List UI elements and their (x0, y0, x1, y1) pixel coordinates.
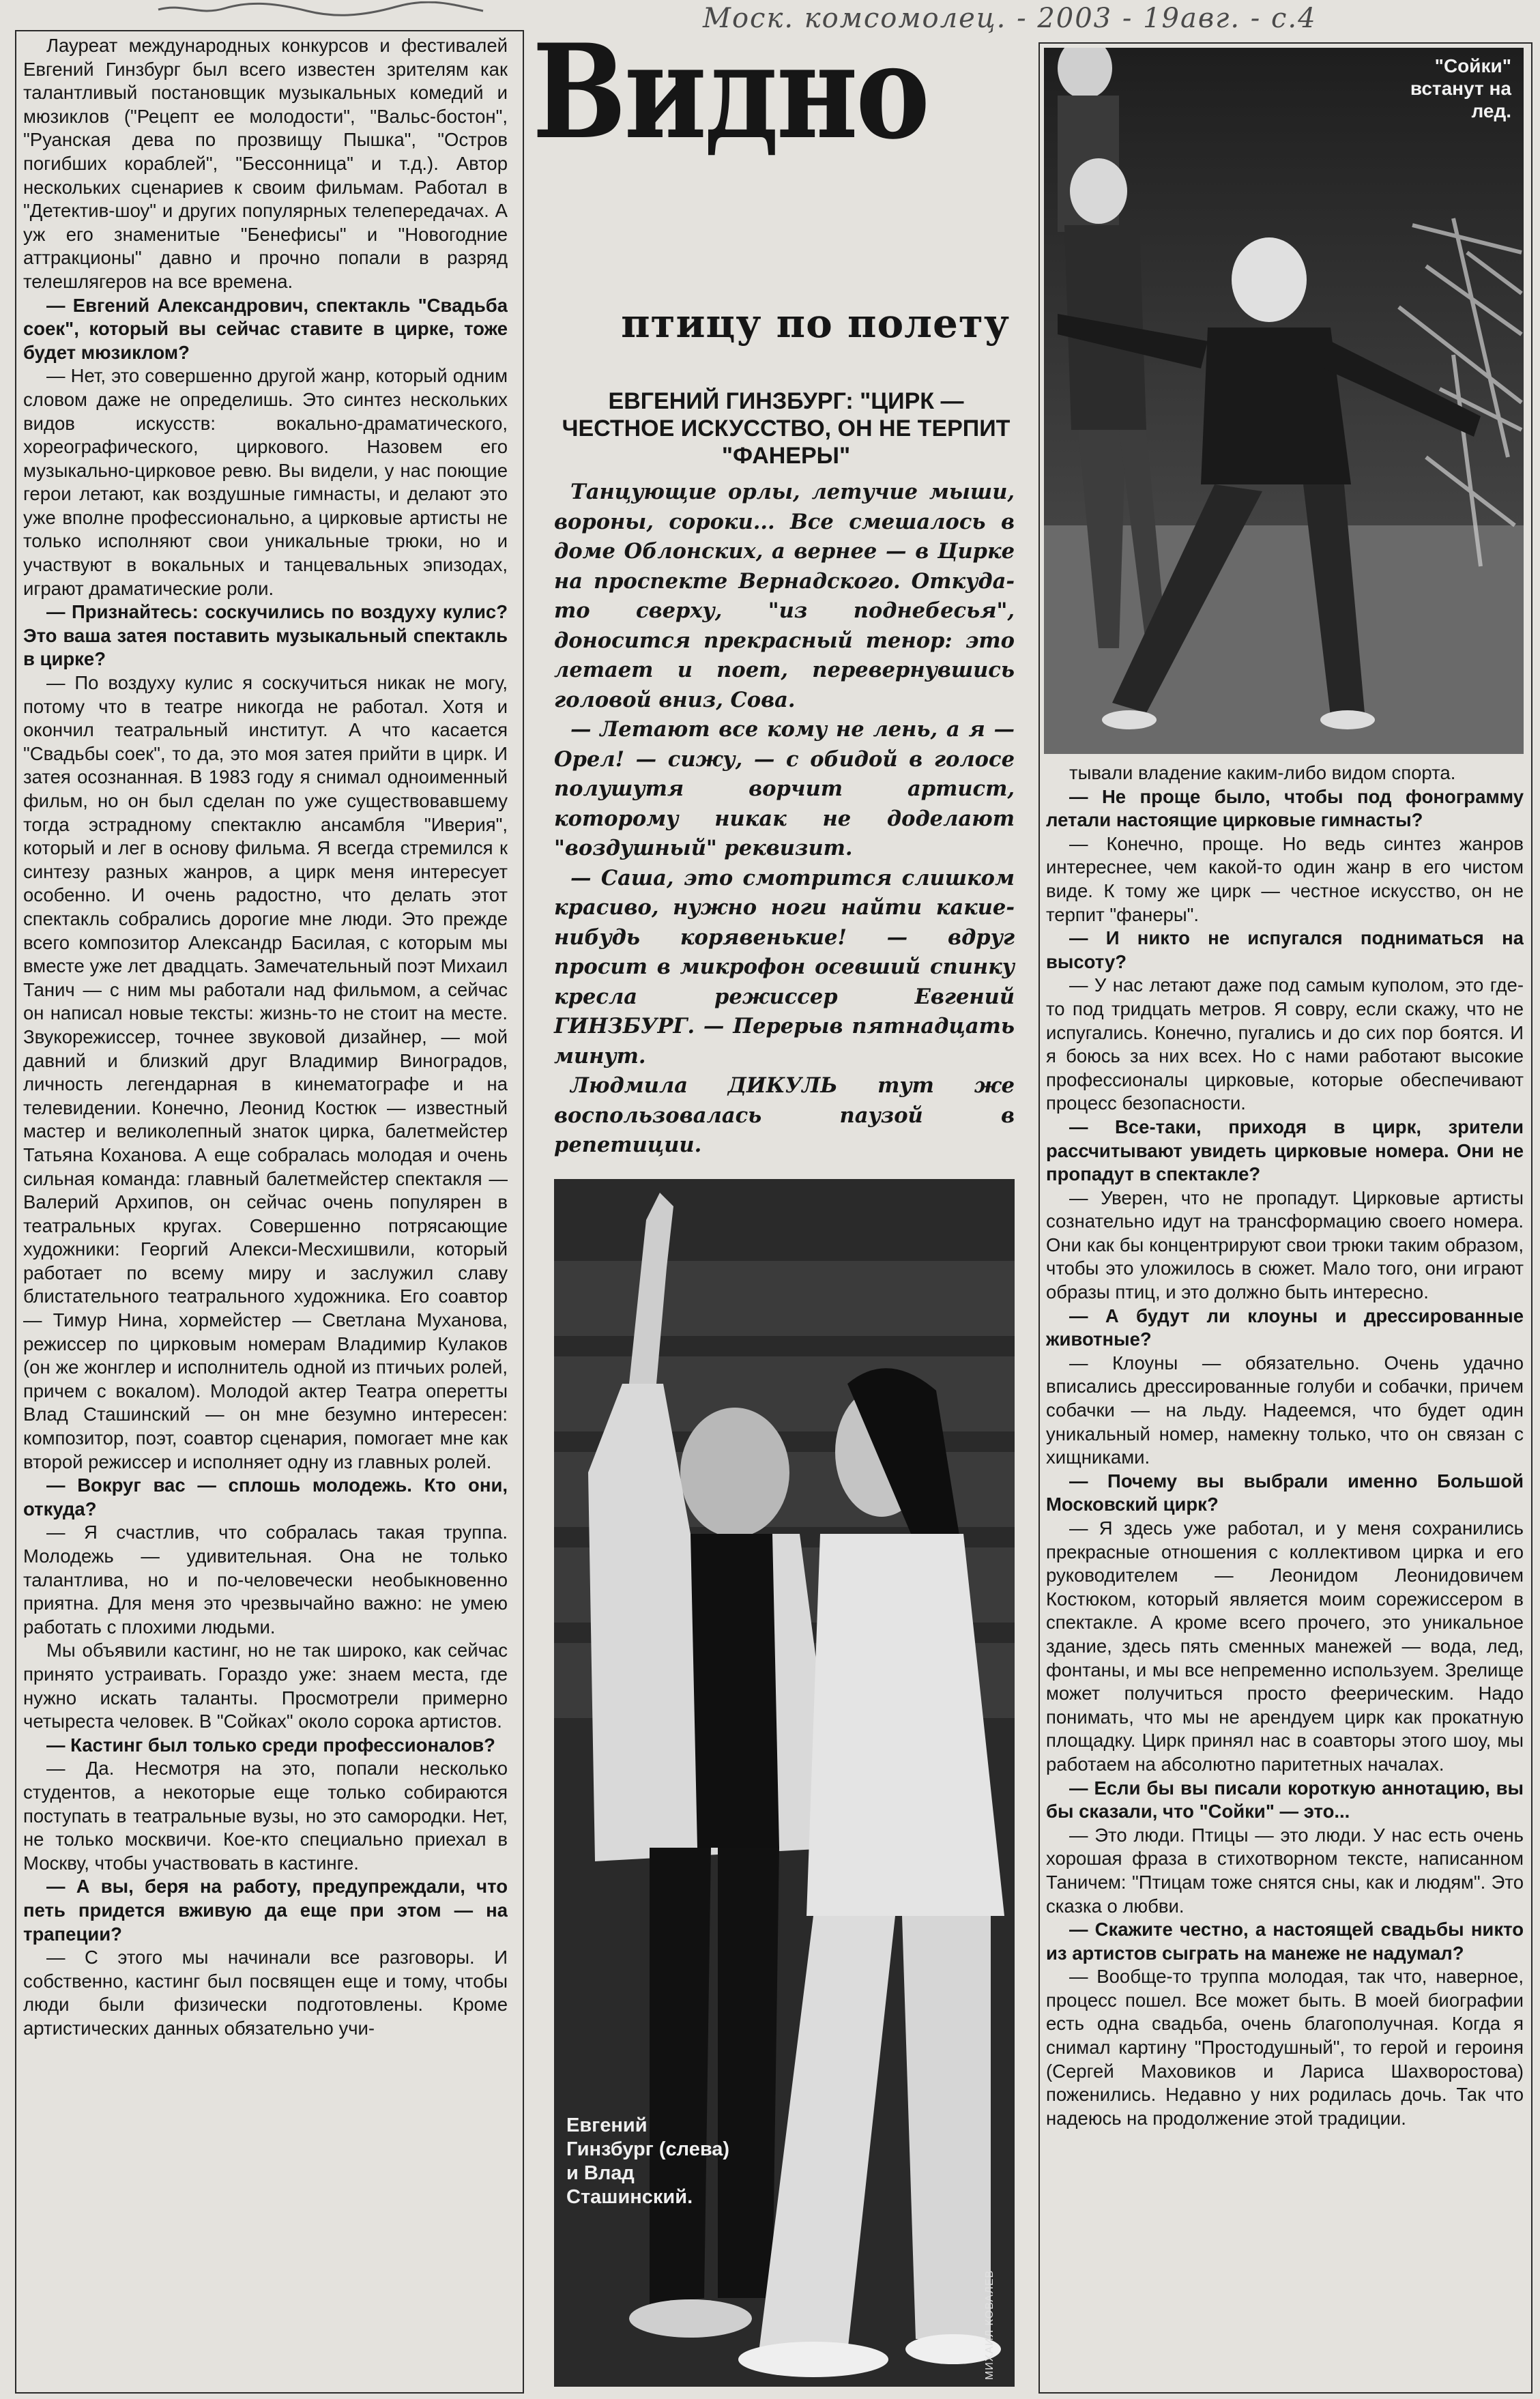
interview-question: — Все-таки, приходя в цирк, зрители рассчитывают увидеть цирковые номера. Они не пропадут в спектакле? (1046, 1116, 1524, 1185)
archive-handwritten-note: Моск. комсомолец. - 2003 - 19авг. - с.4 (703, 3, 1317, 34)
article-paragraph: — Клоуны — обязательно. Очень удачно вписались дрессированные голуби и собачки, причем собачки — на льду. Надеемся, что будет один уникальный номер, намекну только, что он связан с хищниками. (1046, 1352, 1524, 1468)
photo-skaters (1044, 48, 1524, 754)
article-paragraph: — С этого мы начинали все разговоры. И собственно, кастинг был посвящен еще и тому, чтобы люди были физически подготовлены. Кроме артистических данных обязательно учи- (23, 1947, 508, 2039)
interview-question: — Почему вы выбрали именно Большой Московский цирк? (1046, 1470, 1524, 1515)
article-paragraph: — Вообще-то труппа молодая, так что, наверное, процесс пошел. Все может быть. В моей биографии есть одна свадьба, очень благополучная. Когда я снимал картину "Простодушный", то герой и героиня (Сергей Маховиков и Лариса Шахворостова) поженились. Недавно у них родилась дочь. Так что надеюсь на продолжение этой традиции. (1046, 1966, 1524, 2129)
article-paragraph: — Конечно, проще. Но ведь синтез жанров интереснее, чем какой-то один жанр в его чистом виде. К тому же цирк — честное искусство, он не терпит "фанеры". (1046, 832, 1524, 925)
lead-paragraph: — Саша, это смотрится слишком красиво, нужно ноги найти какие-нибудь корявенькие! — вдруг просит в микрофон осевший спинку кресла режиссер Евгений ГИНЗБУРГ. — Перерыв пятнадцать минут. (554, 865, 1015, 1068)
article-paragraph: — Нет, это совершенно другой жанр, который одним словом даже не определишь. Это синтез нескольких видов искусств: вокально-драматического, хореографического, циркового. Назовем его музыкально-цирковое ревю. Вы видели, у нас поющие герои летают, как воздушные гимнасты, и делают это уже вполне профессионально, а цирковые артисты не только исполняют свои уникальные трюки, но и участвуют в вокальных и танцевальных эпизодах, играют драматические роли. (23, 365, 508, 599)
headline-sub: птицу по полету (621, 300, 1010, 347)
photo-skaters-image (1044, 48, 1524, 754)
interview-question: — Не проще было, чтобы под фонограмму летали настоящие цирковые гимнасты? (1046, 785, 1524, 831)
photo-ginzburg-stashinsky (554, 1179, 1015, 2387)
article-paragraph: Мы объявили кастинг, но не так широко, как сейчас принято устраивать. Гораздо уже: знаем места, где нужно искать таланты. Просмотрели примерно четыреста человек. В "Сойках" около сорока артистов. (23, 1640, 508, 1732)
photo-credit: МИХАИЛ КОВАЛЕВ (984, 2269, 996, 2380)
article-paragraph: — По воздуху кулис я соскучиться никак не могу, потому что в театре никогда не работал. Хотя и окончил театральный институт. А что касается "Свадьбы соек", то да, это моя затея прийти в цирк. И затея осознанная. В 1983 году я снимал одноименный фильм, но он был сделан по уже существовавшему тогда эстрадному спектаклю ансамбля "Иверия", который и лег в основу фильма. Я всегда стремился к синтезу разных жанров, а цирк меня интересует особенно. И очень радостно, что делать этот спектакль собрались дорогие мне люди. Это прежде всего композитор Александр Басилая, с которым мы вместе уже лет двадцать. Замечательный поэт Михаил Танич — с ним мы работали над фильмом, а сейчас он написал новые тексты: жизнь-то не стоит на месте. Звукорежиссер, точнее звуковой дизайнер, — мой давний и близкий друг Владимир Виноградов, личность легендарная в кинематографе и на телевидении. Конечно, Леонид Костюк — известный мастер и великолепный знаток цирка, балетмейстер Татьяна Коханова. А еще собралась молодая и очень сильная команда: главный балетмейстер спектакля — Валерий Архипов, он сейчас очень популярен в театральных кругах. Совершенно потрясающие художники: Георгий Алекси-Месхишвили, который работает по всему миру и заслужил славу блистательного театрального художника. Его соавтор — Тимур Нина, хормейстер — Светлана Муханова, режиссер по цирковым номерам Владимир Кулаков (он же жонглер и исполнитель одной из птичьих ролей, причем с вокалом). Молодой актер Театра оперетты Влад Сташинский — он мне безумно интересен: композитор, поэт, соавтор сценария, помогает мне как второй режиссер и исполняет одну из главных ролей. (23, 672, 508, 1472)
lead-paragraph: Людмила ДИКУЛЬ тут же воспользовалась паузой в репетиции. (554, 1073, 1015, 1157)
article-column-1 (23, 34, 508, 2388)
article-paragraph: — Да. Несмотря на это, попали несколько студентов, а некоторые еще только собираются поступать в театральные вузы, но это самородки. Нет, не только москвичи. Кое-кто специально приехал в Москву, чтобы участвовать в кастинге. (23, 1758, 508, 1874)
article-column-3 (1046, 761, 1524, 2392)
article-subtitle: ЕВГЕНИЙ ГИНЗБУРГ: "ЦИРК — ЧЕСТНОЕ ИСКУССТВО, ОН НЕ ТЕРПИТ "ФАНЕРЫ" (562, 388, 1011, 469)
interview-question: — Признайтесь: соскучились по воздуху кулис? Это ваша затея поставить музыкальный спектакль в цирке? (23, 601, 508, 670)
interview-question: — А будут ли клоуны и дрессированные животные? (1046, 1305, 1524, 1350)
article-lead (554, 478, 1015, 1161)
interview-question: — Кастинг был только среди профессионалов? (46, 1734, 495, 1756)
photo-caption-skaters: "Сойки" встанут на лед. (1410, 55, 1511, 121)
article-paragraph: — Уверен, что не пропадут. Цирковые артисты сознательно идут на трансформацию своего номера. Они как бы концентрируют свои трюки таким образом, чтобы это уложилось в сюжет. Мало того, они играют образы птиц, и это должно быть интересно. (1046, 1187, 1524, 1303)
article-paragraph: — У нас летают даже под самым куполом, это где-то под тридцать метров. Я совру, если скажу, что не испугались. Конечно, пугались и до сих пор боятся. И я боюсь за них всех. Но с нами работают высокие профессионалы цирковые, которые обеспечивают процесс безопасности. (1046, 974, 1524, 1114)
article-paragraph: — Я счастлив, что собралась такая труппа. Молодежь — удивительная. Она не только талантлива, но и по-человечески необыкновенно приятна. Для меня это чрезвычайно важно: не умею работать с плохими людьми. (23, 1522, 508, 1638)
lead-paragraph: — Летают все кому не лень, а я — Орел! — сижу, — с обидой в голосе полушутя ворчит артист, которому никак не доделают "воздушный" реквизит. (554, 717, 1015, 860)
interview-question: — И никто не испугался подниматься на высоту? (1046, 927, 1524, 972)
interview-question: — Если бы вы писали короткую аннотацию, вы бы сказали, что "Сойки" — это... (1046, 1777, 1524, 1822)
article-paragraph: — Это люди. Птицы — это люди. У нас есть очень хорошая фраза в стихотворном тексте, написанном Таничем: "Птицам тоже снятся сны, как и людям". Это сказка о любви. (1046, 1824, 1524, 1917)
article-paragraph: тывали владение каким-либо видом спорта. (1069, 762, 1456, 783)
interview-question: — Вокруг вас — сплошь молодежь. Кто они, откуда? (23, 1474, 508, 1520)
article-paragraph: Лауреат международных конкурсов и фестивалей Евгений Гинзбург был всего известен зрителям как талантливый постановщик музыкальных комедий и мюзиклов ("Рецепт ее молодости", "Вальс-бостон", "Руанская дева по прозвищу Пышка", "Остров погибших кораблей", "Бессонница" и т.д.). Автор нескольких сценариев к своим фильмам. Работал в "Детектив-шоу" и других популярных телепередачах. А уж его знаменитые "Бенефисы" и "Новогодние аттракционы" давно и прочно попали в разряд телешлягеров на все времена. (23, 35, 508, 292)
lead-paragraph: Танцующие орлы, летучие мыши, вороны, сороки... Все смешалось в доме Облонских, а вернее — в Цирке на проспекте Вернадского. Откуда-то сверху, "из поднебесья", доносится прекрасный тенор: это летает и поет, перевернувшись головой вниз, Сова. (554, 480, 1015, 712)
interview-question: — Евгений Александрович, спектакль "Свадьба соек", который вы сейчас ставите в цирке, тоже будет мюзиклом? (23, 294, 508, 363)
interview-question: — А вы, беря на работу, предупреждали, что петь придется вживую да еще при этом — на трапеции? (23, 1876, 508, 1945)
headline-main: Видно (532, 16, 928, 168)
article-paragraph: — Я здесь уже работал, и у меня сохранились прекрасные отношения с коллективом цирка и его руководителем — Леонидом Леонидовичем Костюком, который является моим сорежиссером в спектакле. А кроме всего прочего, это уникальное здание, здесь пять сменных манежей — вода, лед, фонтаны, и мы все непременно используем. Зрелище может получиться просто феерическим. Надо понимать, что мы не арендуем цирк как прокатную площадку. Цирк принял нас в соавторы этого шоу, мы работаем на абсолютно паритетных началах. (1046, 1517, 1524, 1775)
photo-caption-main: Евгений Гинзбург (слева) и Влад Сташинский. (566, 2114, 730, 2208)
handwriting-scribble (157, 1, 484, 18)
interview-question: — Скажите честно, а настоящей свадьбы никто из артистов сыграть на манеже не надумал? (1046, 1919, 1524, 1964)
